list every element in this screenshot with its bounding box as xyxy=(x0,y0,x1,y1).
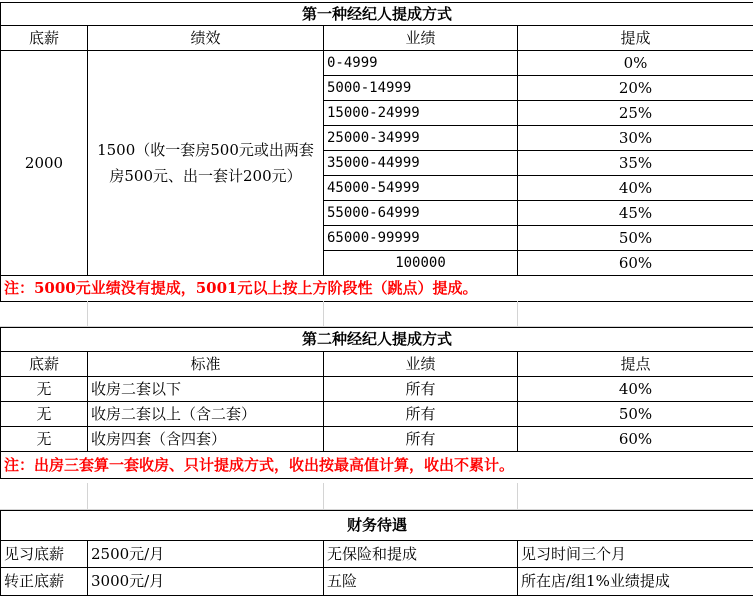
merit-text: 1500（收一套房500元或出两套房500元、出一套计200元） xyxy=(97,141,314,185)
range-cell: 25000-34999 xyxy=(324,126,518,151)
standard-cell: 收房四套（含四套） xyxy=(88,427,324,452)
empty-cell xyxy=(87,301,323,326)
rate-cell: 30% xyxy=(518,126,753,151)
extra-cell: 所在店/组1%业绩提成 xyxy=(518,568,753,596)
header-standard: 标准 xyxy=(88,352,324,377)
empty-cell xyxy=(87,483,323,509)
gap-row-2 xyxy=(0,483,753,510)
range-cell: 100000 xyxy=(324,251,518,276)
finance-benefits-table xyxy=(0,510,753,596)
range-cell: 5000-14999 xyxy=(324,76,518,101)
performance-cell: 所有 xyxy=(324,427,518,452)
range-cell: 15000-24999 xyxy=(324,101,518,126)
header-performance: 业绩 xyxy=(324,352,518,377)
header-merit: 绩效 xyxy=(88,26,324,51)
table-2-note: 注：出房三套算一套收房、只计提成方式，收出按最高值计算，收出不累计。 xyxy=(1,452,753,479)
rate-cell: 40% xyxy=(518,377,753,402)
table-2-title: 第二种经纪人提成方式 xyxy=(1,328,753,352)
empty-cell xyxy=(0,483,87,509)
benefit-cell: 五险 xyxy=(324,568,518,596)
empty-cell xyxy=(517,301,753,326)
rate-cell: 50% xyxy=(518,226,753,251)
empty-cell xyxy=(323,483,517,509)
header-base-salary: 底薪 xyxy=(1,26,88,51)
table-1-title: 第一种经纪人提成方式 xyxy=(1,3,753,26)
rate-cell: 60% xyxy=(518,427,753,452)
base-cell: 无 xyxy=(1,402,88,427)
range-cell: 65000-99999 xyxy=(324,226,518,251)
standard-cell: 收房二套以下 xyxy=(88,377,324,402)
header-base-salary: 底薪 xyxy=(1,352,88,377)
table-3-title: 财务待遇 xyxy=(1,511,753,541)
header-points: 提点 xyxy=(518,352,753,377)
rate-cell: 35% xyxy=(518,151,753,176)
empty-cell xyxy=(0,301,87,326)
performance-cell: 所有 xyxy=(324,402,518,427)
range-cell: 55000-64999 xyxy=(324,201,518,226)
rate-cell: 20% xyxy=(518,76,753,101)
salary-amount: 2500元/月 xyxy=(88,541,324,568)
gap-row-1 xyxy=(0,301,753,327)
empty-cell xyxy=(323,301,517,326)
salary-label: 转正底薪 xyxy=(1,568,88,596)
base-cell: 无 xyxy=(1,427,88,452)
merit-description xyxy=(88,51,324,276)
performance-cell: 所有 xyxy=(324,377,518,402)
rate-cell: 25% xyxy=(518,101,753,126)
rate-cell: 0% xyxy=(518,51,753,76)
rate-cell: 50% xyxy=(518,402,753,427)
standard-cell: 收房二套以上（含二套） xyxy=(88,402,324,427)
salary-label: 见习底薪 xyxy=(1,541,88,568)
range-cell: 45000-54999 xyxy=(324,176,518,201)
table-1-note: 注：5000元业绩没有提成，5001元以上按上方阶段性（跳点）提成。 xyxy=(1,276,753,302)
rate-cell: 40% xyxy=(518,176,753,201)
header-commission: 提成 xyxy=(518,26,753,51)
commission-table-1 xyxy=(0,2,753,302)
benefit-cell: 无保险和提成 xyxy=(324,541,518,568)
salary-amount: 3000元/月 xyxy=(88,568,324,596)
range-cell: 0-4999 xyxy=(324,51,518,76)
rate-cell: 60% xyxy=(518,251,753,276)
base-salary-value: 2000 xyxy=(1,51,88,276)
extra-cell: 见习时间三个月 xyxy=(518,541,753,568)
header-performance: 业绩 xyxy=(324,26,518,51)
rate-cell: 45% xyxy=(518,201,753,226)
base-cell: 无 xyxy=(1,377,88,402)
empty-cell xyxy=(517,483,753,509)
range-cell: 35000-44999 xyxy=(324,151,518,176)
commission-table-2 xyxy=(0,327,753,479)
